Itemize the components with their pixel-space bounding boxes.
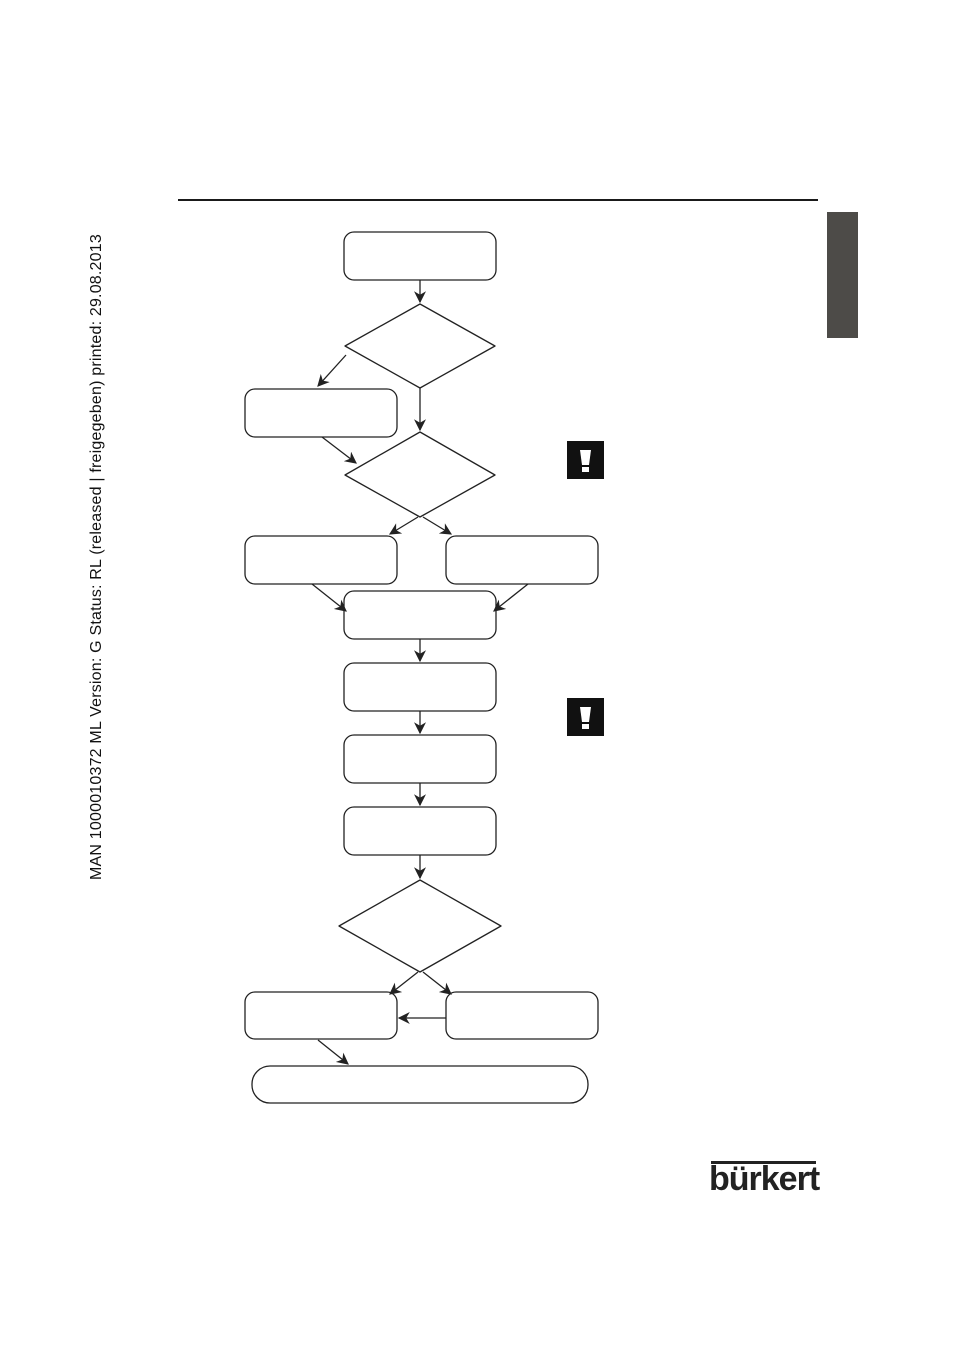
connector-decision-3-to-result-right bbox=[423, 972, 451, 994]
connector-decision-2-to-option-left bbox=[390, 517, 418, 534]
connector-result-left-to-end bbox=[318, 1040, 348, 1064]
connector-decision-1-to-branch-left bbox=[318, 355, 346, 386]
process-box-branch-left-1 bbox=[245, 389, 397, 437]
decision-diamond-3 bbox=[339, 880, 501, 972]
process-box-start bbox=[344, 232, 496, 280]
connector-branch-left-to-decision-2 bbox=[322, 437, 356, 463]
decision-diamond-2 bbox=[345, 432, 495, 517]
process-box-merge bbox=[344, 591, 496, 639]
process-box-option-right bbox=[446, 536, 598, 584]
warning-icon-1 bbox=[567, 441, 604, 479]
process-box-result-right bbox=[446, 992, 598, 1039]
decision-diamond-1 bbox=[345, 304, 495, 388]
connector-decision-3-to-result-left bbox=[390, 972, 418, 994]
process-box-step-1 bbox=[344, 663, 496, 711]
connector-option-right-to-merge bbox=[494, 584, 528, 611]
process-box-step-3 bbox=[344, 807, 496, 855]
connector-option-left-to-merge bbox=[312, 584, 346, 611]
connector-decision-2-to-option-right bbox=[423, 517, 451, 534]
process-box-step-2 bbox=[344, 735, 496, 783]
process-box-option-left bbox=[245, 536, 397, 584]
brand-logo: bürkert bbox=[709, 1160, 820, 1198]
document-meta-line: MAN 1000010372 ML Version: G Status: RL (released | freigegeben) printed: 29.08.2013 bbox=[88, 234, 105, 880]
process-box-result-left bbox=[245, 992, 397, 1039]
warning-icon-2 bbox=[567, 698, 604, 736]
terminal-box-end bbox=[252, 1066, 588, 1103]
